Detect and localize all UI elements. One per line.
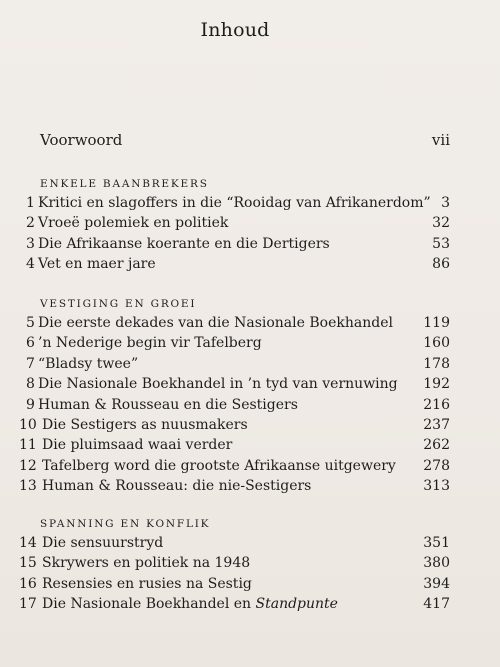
toc-entry-3: [26, 236, 450, 256]
chapter-title: Die eerste dekades van die Nasionale Boekhandel: [38, 315, 393, 331]
chapter-page: 53: [432, 235, 450, 252]
toc-entry-10: [19, 416, 450, 437]
chapter-title: Die Sestigers as nuusmakers: [42, 416, 248, 433]
chapter-title: Kritici en slagoffers in die “Rooidag van Afrikanerdom”: [38, 195, 431, 211]
chapter-number: 10: [19, 416, 37, 433]
chapter-number: 15: [19, 555, 37, 572]
toc-entry-15: [19, 555, 450, 575]
chapter-page: 262: [423, 437, 450, 454]
chapter-title-italic: Standpunte: [255, 596, 338, 613]
section-heading: VESTIGING EN GROEI: [40, 298, 197, 310]
entry-list: [26, 195, 450, 277]
chapter-page: 160: [423, 335, 450, 352]
toc-entry-4: [26, 256, 450, 276]
foreword-page: vii: [431, 131, 450, 149]
page-title: Inhoud: [200, 19, 270, 41]
toc-entry-13: [19, 478, 450, 498]
chapter-title: Die sensuurstryd: [42, 535, 164, 551]
chapter-title: Resensies en rusies na Sestig: [42, 575, 252, 592]
chapter-number: 16: [19, 575, 37, 592]
chapter-page: 192: [423, 376, 450, 393]
chapter-title: Vroeë polemiek en politiek: [38, 215, 229, 232]
chapter-number: 12: [19, 457, 37, 474]
chapter-page: 216: [423, 396, 450, 413]
chapter-title: Die Afrikaanse koerante en die Dertigers: [38, 235, 330, 252]
toc-entry-6: [26, 335, 450, 355]
entry-list: [19, 535, 450, 617]
chapter-page: 86: [432, 256, 450, 273]
chapter-title: Human & Rousseau: die nie-Sestigers: [42, 478, 312, 495]
chapter-number: 17: [19, 596, 37, 613]
chapter-page: 3: [441, 195, 450, 211]
chapter-page: 380: [423, 555, 450, 572]
chapter-number: 1: [26, 195, 35, 211]
chapter-title: ’n Nederige begin vir Tafelberg: [38, 335, 262, 352]
chapter-number: 11: [19, 437, 37, 454]
chapter-title: Tafelberg word die grootste Afrikaanse uitgewery: [42, 457, 396, 474]
chapter-title: Human & Rousseau en die Sestigers: [38, 396, 298, 413]
toc-entry-7: [26, 356, 450, 376]
toc-entry-9: [26, 397, 450, 417]
chapter-number: 9: [26, 396, 35, 413]
section-heading: ENKELE BAANBREKERS: [40, 178, 209, 190]
chapter-title-main: Die Nasionale Boekhandel en: [42, 596, 252, 613]
chapter-title: Die Nasionale Boekhandel in ’n tyd van vernuwing: [38, 376, 398, 393]
chapter-page: 313: [423, 478, 450, 495]
section-heading: SPANNING EN KONFLIK: [40, 518, 211, 530]
toc-entry-11: [19, 437, 450, 457]
toc-entry-1: [26, 195, 450, 215]
chapter-number: 6: [26, 335, 35, 352]
foreword-label: Voorwoord: [40, 131, 123, 149]
chapter-number: 5: [26, 315, 35, 331]
foreword-entry: [40, 131, 450, 151]
toc-entry-2: [26, 215, 450, 235]
chapter-page: 237: [423, 416, 450, 433]
chapter-title: Skrywers en politiek na 1948: [42, 555, 251, 572]
chapter-page: 32: [432, 215, 450, 232]
chapter-number: 2: [26, 215, 35, 232]
entry-list: [19, 315, 450, 499]
chapter-page: 417: [423, 596, 450, 613]
chapter-number: 14: [19, 535, 37, 551]
toc-entry-5: [26, 315, 450, 335]
toc-entry-17: [19, 596, 450, 616]
chapter-page: 178: [423, 355, 450, 372]
toc-entry-14: [19, 535, 450, 555]
chapter-title: Die pluimsaad waai verder: [42, 437, 233, 454]
chapter-page: 351: [423, 535, 450, 551]
chapter-title: [42, 596, 338, 612]
toc-entry-12: [19, 457, 450, 478]
chapter-number: 7: [26, 355, 35, 372]
chapter-number: 8: [26, 376, 35, 393]
chapter-title: Vet en maer jare: [38, 256, 156, 273]
chapter-page: 278: [423, 457, 450, 474]
chapter-number: 4: [26, 256, 35, 273]
toc-entry-16: [19, 575, 450, 596]
chapter-title: “Bladsy twee”: [38, 355, 139, 372]
chapter-number: 13: [19, 478, 37, 495]
chapter-number: 3: [26, 235, 35, 252]
chapter-page: 394: [423, 575, 450, 592]
chapter-page: 119: [423, 315, 450, 331]
toc-entry-8: [26, 376, 450, 396]
